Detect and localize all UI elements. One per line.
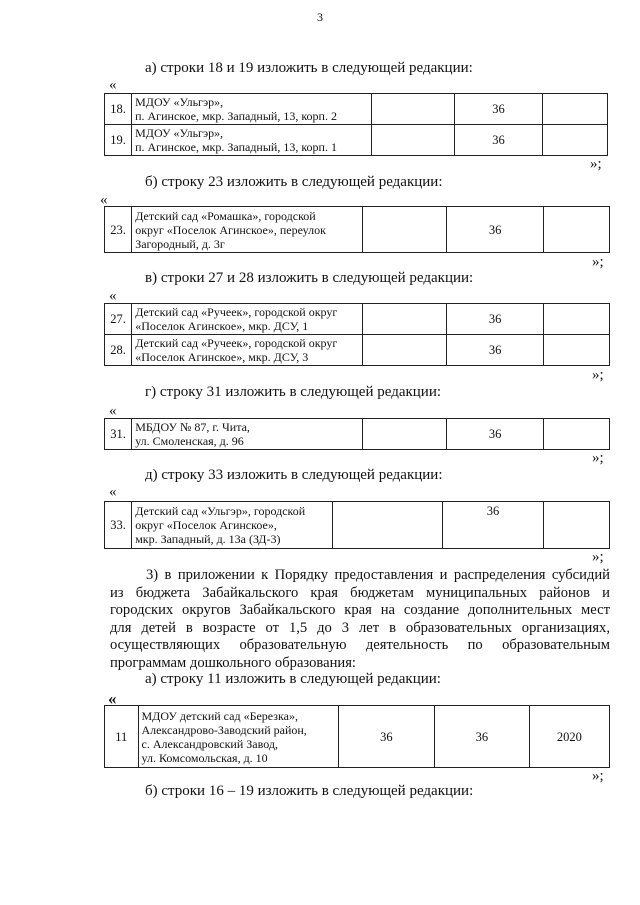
institution-address: п. Агинское, мкр. Западный, 13, корп. 2 bbox=[135, 109, 337, 123]
institution-name: Детский сад «Ульгэр», городской bbox=[135, 504, 306, 518]
close-quote-a: »; bbox=[590, 156, 602, 172]
value-cell: 36 bbox=[455, 94, 542, 125]
empty-cell bbox=[544, 207, 610, 253]
institution-name: МДОУ «Ульгэр», bbox=[135, 126, 224, 140]
row-number: 11 bbox=[105, 706, 139, 768]
table-row bbox=[105, 706, 610, 768]
empty-cell bbox=[372, 125, 455, 156]
value-cell: 36 bbox=[446, 304, 544, 335]
open-quote-d: « bbox=[109, 403, 117, 419]
row-number: 23. bbox=[105, 207, 132, 253]
value-cell: 36 bbox=[446, 207, 544, 253]
table-row bbox=[105, 502, 610, 549]
institution-cell bbox=[138, 706, 338, 768]
empty-cell bbox=[332, 502, 442, 549]
paragraph-line: осуществляющих образовательную деятельность по образовательным bbox=[110, 637, 610, 653]
institution-address-line: округ «Поселок Агинское», переулок bbox=[135, 222, 326, 237]
institution-address-line: с. Александровский Завод, bbox=[141, 736, 278, 751]
section-c-heading: в) строки 27 и 28 изложить в следующей редакции: bbox=[145, 270, 474, 286]
empty-cell bbox=[363, 419, 447, 450]
table-row bbox=[105, 94, 608, 125]
institution-name: МБДОУ № 87, г. Чита, bbox=[135, 420, 250, 434]
paragraph-line: 3) в приложении к Порядку предоставления и распределения субсидий bbox=[146, 567, 610, 583]
table-row bbox=[105, 125, 608, 156]
empty-cell bbox=[363, 207, 447, 253]
paragraph-3 bbox=[110, 567, 610, 672]
table-app-a bbox=[104, 705, 610, 768]
year-cell: 2020 bbox=[529, 706, 609, 768]
table-row bbox=[105, 304, 610, 335]
row-number: 31. bbox=[105, 419, 132, 450]
empty-cell bbox=[544, 502, 610, 549]
open-quote-c: « bbox=[109, 288, 117, 304]
open-quote-a: « bbox=[109, 77, 117, 93]
appendix-a-heading: а) строку 11 изложить в следующей редакции: bbox=[145, 671, 441, 687]
institution-name: Детский сад «Ромашка», городской bbox=[135, 208, 316, 223]
section-e-heading: д) строку 33 изложить в следующей редакции: bbox=[145, 467, 443, 483]
paragraph-line: из бюджета Забайкальского края бюджетам муниципальных районов и bbox=[110, 584, 610, 601]
institution-name: Детский сад «Ручеек», городской округ bbox=[135, 305, 338, 319]
value-cell: 36 bbox=[446, 335, 544, 366]
section-b-heading: б) строку 23 изложить в следующей редакции: bbox=[145, 174, 443, 190]
row-number: 18. bbox=[105, 94, 132, 125]
row-number: 19. bbox=[105, 125, 132, 156]
paragraph-line: для детей в возрасте от 1,5 до 3 лет в образовательных организациях, bbox=[110, 619, 610, 636]
institution-name: МДОУ детский сад «Березка», bbox=[141, 708, 298, 723]
institution-cell bbox=[132, 125, 372, 156]
institution-address-line: ул. Комсомольская, д. 10 bbox=[141, 750, 268, 765]
empty-cell bbox=[542, 94, 607, 125]
row-number: 33. bbox=[105, 502, 132, 549]
close-quote-e: »; bbox=[592, 549, 604, 565]
empty-cell bbox=[544, 335, 610, 366]
open-quote-app-a: « bbox=[108, 689, 117, 708]
value-cell: 36 bbox=[455, 125, 542, 156]
empty-cell bbox=[544, 419, 610, 450]
institution-cell bbox=[132, 304, 363, 335]
table-a bbox=[104, 93, 608, 156]
table-row bbox=[105, 335, 610, 366]
appendix-b-heading: б) строки 16 – 19 изложить в следующей редакции: bbox=[145, 783, 474, 799]
paragraph-line: городских округов Забайкальского края на создание дополнительных мест bbox=[110, 602, 610, 618]
institution-name: Детский сад «Ручеек», городской округ bbox=[135, 336, 338, 350]
table-row bbox=[105, 419, 610, 450]
value-cell: 36 bbox=[442, 502, 544, 549]
paragraph-line: программам дошкольного образования: bbox=[110, 654, 356, 671]
institution-address: ул. Смоленская, д. 96 bbox=[135, 434, 244, 448]
empty-cell bbox=[363, 335, 447, 366]
institution-address: «Поселок Агинское», мкр. ДСУ, 1 bbox=[135, 319, 309, 333]
row-number: 27. bbox=[105, 304, 132, 335]
close-quote-c: »; bbox=[592, 367, 604, 383]
institution-cell bbox=[132, 419, 363, 450]
institution-name: МДОУ «Ульгэр», bbox=[135, 95, 224, 109]
empty-cell bbox=[542, 125, 607, 156]
close-quote-app-a: »; bbox=[592, 768, 604, 784]
section-d-heading: г) строку 31 изложить в следующей редакции: bbox=[145, 384, 442, 400]
institution-address-line: округ «Поселок Агинское», bbox=[135, 518, 277, 532]
table-b bbox=[104, 206, 610, 253]
page-number: 3 bbox=[317, 10, 323, 24]
open-quote-b: « bbox=[100, 192, 108, 208]
institution-address: п. Агинское, мкр. Западный, 13, корп. 1 bbox=[135, 140, 337, 154]
value-cell: 36 bbox=[446, 419, 544, 450]
empty-cell bbox=[363, 304, 447, 335]
table-c bbox=[104, 303, 610, 366]
table-row bbox=[105, 207, 610, 253]
institution-cell bbox=[132, 502, 333, 549]
institution-address-line: Загородный, д. 3г bbox=[135, 236, 225, 251]
institution-cell bbox=[132, 94, 372, 125]
table-e bbox=[104, 501, 610, 549]
institution-address-line: мкр. Западный, д. 13а (ЗД-3) bbox=[135, 532, 281, 546]
row-number: 28. bbox=[105, 335, 132, 366]
section-a-heading: а) строки 18 и 19 изложить в следующей редакции: bbox=[145, 60, 473, 76]
institution-cell bbox=[132, 207, 363, 253]
close-quote-b: »; bbox=[592, 254, 604, 270]
institution-address-line: Александрово-Заводский район, bbox=[141, 722, 307, 737]
institution-address: «Поселок Агинское», мкр. ДСУ, 3 bbox=[135, 350, 309, 364]
empty-cell bbox=[544, 304, 610, 335]
institution-cell bbox=[132, 335, 363, 366]
value-cell: 36 bbox=[338, 706, 435, 768]
value-cell: 36 bbox=[435, 706, 529, 768]
empty-cell bbox=[372, 94, 455, 125]
open-quote-e: « bbox=[109, 484, 117, 500]
close-quote-d: »; bbox=[592, 450, 604, 466]
table-d bbox=[104, 418, 610, 450]
